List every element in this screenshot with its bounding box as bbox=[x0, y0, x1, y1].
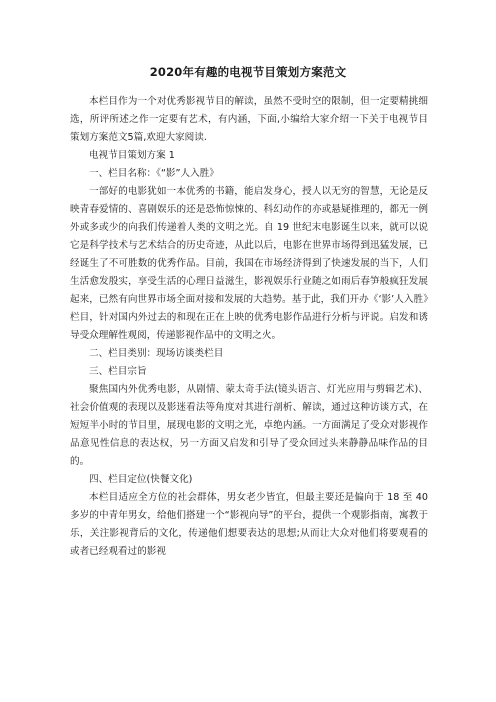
section-3-heading: 三、栏目宗旨 bbox=[89, 366, 147, 377]
document-title: 2020年有趣的电视节目策划方案范文 bbox=[149, 65, 347, 79]
section-4-paragraph: 本栏目适应全方位的社会群体，男女老少皆宜，但最主要还是偏向于 18 至 40 多岁的中青年男女，给他们搭建一个“影视向导”的平台，提供一个观影指南，寓教于乐，关注影视背后的文化，传递他们想要表达的思想;从而让大众对他们将要观看的或者已经观看过的影视 bbox=[70, 492, 428, 557]
plan-title: 电视节目策划方案 1 bbox=[89, 150, 175, 161]
section-3-paragraph: 聚焦国内外优秀电影，从剧情、蒙太奇手法(镜头语言、灯光应用与剪辑艺术)、社会价值观的表现以及影迷看法等角度对其进行剖析、解读，通过这种访谈方式，在短短半小时的节目里，展现电影的文明之光，卓绝内涵。一方面满足了受众对影视作品意见性信息的表达权，另一方面又启发和引导了受众回过头来静静品味作品的目的。 bbox=[70, 384, 428, 467]
section-1-heading: 一、栏目名称：《“影”人入胜》 bbox=[89, 168, 219, 179]
document-body bbox=[70, 93, 428, 561]
section-4-heading: 四、栏目定位(快餐文化) bbox=[89, 474, 193, 485]
section-2-heading: 二、栏目类别：现场访谈类栏目 bbox=[89, 348, 224, 359]
intro-paragraph: 本栏目作为一个对优秀影视节目的解读，虽然不受时空的限制，但一定要精挑细选，所评所述之作一定要有艺术，有内涵，下面,小编给大家介绍一下关于电视节目策划方案范文5篇,欢迎大家阅读. bbox=[70, 96, 428, 143]
section-1-paragraph: 一部好的电影犹如一本优秀的书籍，能启发身心，授人以无穷的智慧，无论是反映青春爱情的、喜剧娱乐的还是恐怖惊悚的、科幻动作的亦或悬疑推理的，都无一例外或多或少的向我们传递着人类的文明之光。自 19 世纪末电影诞生以来，就可以说它是科学技术与艺术结合的历史奇迹，从此以后，电影在世界市场得到迅猛发展，已经诞生了不可胜数的优秀作品。目前，我国在市场经济得到了快速发展的当下，人们生活愈发殷实，享受生活的心理日益滋生，影视娱乐行业随之如雨后春笋般疯狂发展起来，已然有向世界市场全面对接和发展的大趋势。基于此，我们开办《‘影’人入胜》栏目，针对国内外过去的和现在正在上映的优秀电影作品进行分析与评说。启发和诱导受众理解性观阅，传递影视作品中的文明之火。 bbox=[70, 186, 428, 341]
